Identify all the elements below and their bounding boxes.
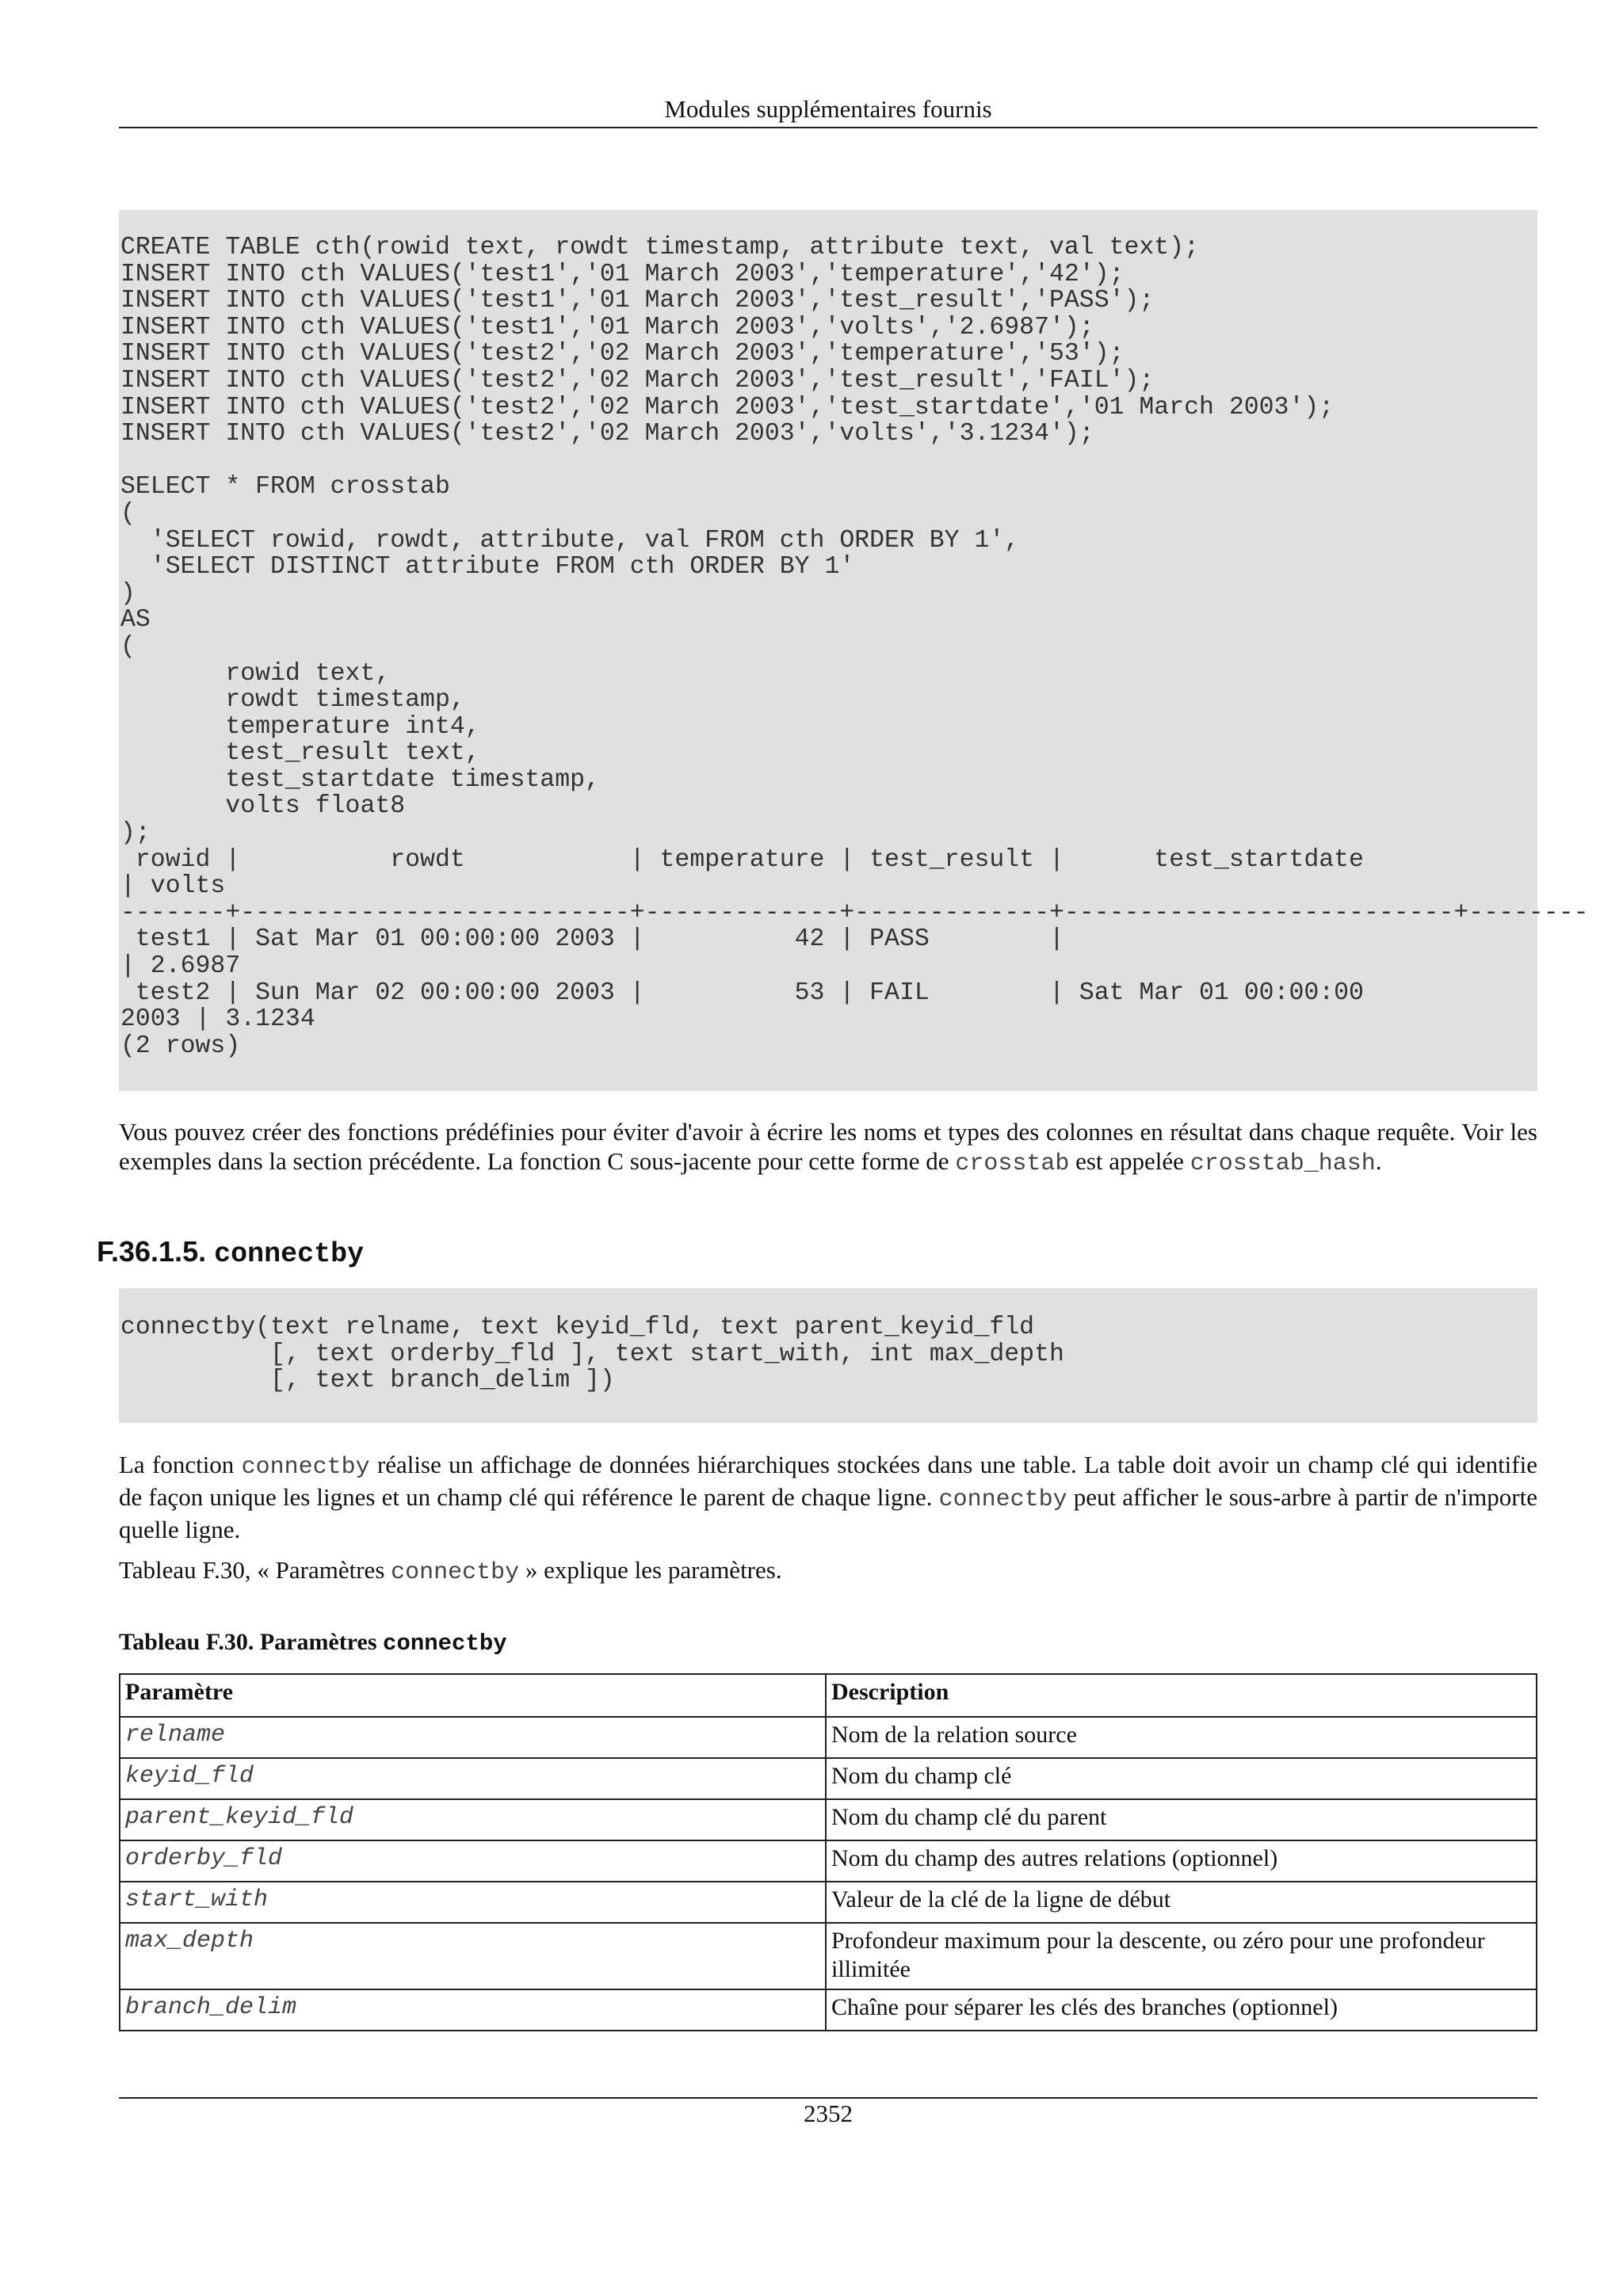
paragraph-text: .	[1375, 1147, 1382, 1175]
section-heading	[97, 1234, 364, 1272]
parameter-name: relname	[120, 1717, 826, 1758]
inline-code-connectby: connectby	[938, 1486, 1067, 1513]
signature-text: connectby(text relname, text keyid_fld, text parent_keyid_fld [, text orderby_fld ], text start_with, int max_depth [, text branch_delim ])	[120, 1314, 1064, 1395]
inline-code-connectby[interactable]: connectby	[391, 1559, 520, 1586]
table-row	[120, 1882, 1537, 1923]
table-row	[120, 1989, 1537, 2031]
parameter-description: Nom du champ des autres relations (optionnel)	[826, 1840, 1537, 1882]
table-caption-code: connectby	[383, 1630, 507, 1657]
running-header: Modules supplémentaires fournis	[664, 95, 992, 123]
parameter-description: Profondeur maximum pour la descente, ou zéro pour une profondeur illimitée	[826, 1923, 1537, 1989]
table-caption	[119, 1627, 507, 1660]
paragraph-text: réalise un affichage de données hiérarchiques stockées dans une table. La table doit avoir un champ clé qui identifie de façon unique les lignes et un champ clé qui référence le parent de chaque ligne.	[119, 1451, 1537, 1511]
section-name: connectby	[214, 1238, 365, 1270]
parameter-description: Nom du champ clé du parent	[826, 1799, 1537, 1840]
table-caption-text: Tableau F.30. Paramètres	[119, 1629, 384, 1655]
connectby-signature	[119, 1288, 1537, 1423]
parameters-table	[119, 1673, 1537, 2031]
column-header-parameter: Paramètre	[120, 1674, 826, 1717]
page-number: 2352	[804, 2100, 853, 2127]
section-number: F.36.1.5.	[97, 1235, 207, 1268]
table-header-row	[120, 1674, 1537, 1717]
parameter-name: start_with	[120, 1882, 826, 1923]
parameter-description: Valeur de la clé de la ligne de début	[826, 1882, 1537, 1923]
paragraph-table-reference	[119, 1555, 1537, 1588]
parameter-name: branch_delim	[120, 1989, 826, 2031]
paragraph-text: est appelée	[1069, 1147, 1190, 1175]
table-row	[120, 1717, 1537, 1758]
crosstab-code-example	[119, 210, 1589, 1091]
paragraph-text: peut afficher le sous-arbre à partir de n'importe quelle ligne.	[119, 1483, 1537, 1543]
parameter-description: Nom de la relation source	[826, 1717, 1537, 1758]
paragraph-text: Vous pouvez créer des fonctions prédéfinies pour éviter d'avoir à écrire les noms et types des colonnes en résultat dans chaque requête. Voir les exemples dans la section précédente. La fonction C sous-jacente pour cette forme de	[119, 1118, 1537, 1175]
header-divider	[119, 127, 1537, 128]
inline-code-connectby: connectby	[241, 1454, 370, 1481]
table-reference-link[interactable]: Tableau F.30, « Paramètres	[119, 1556, 391, 1584]
paragraph-text: La fonction	[119, 1451, 242, 1478]
document-page	[97, 0, 1589, 2296]
parameter-name: parent_keyid_fld	[120, 1799, 826, 1840]
parameter-description: Nom du champ clé	[826, 1758, 1537, 1799]
inline-code-crosstab: crosstab	[955, 1150, 1070, 1177]
table-row	[120, 1840, 1537, 1882]
parameter-name: orderby_fld	[120, 1840, 826, 1882]
table-row	[120, 1758, 1537, 1799]
column-header-description: Description	[826, 1674, 1537, 1717]
paragraph-text: » explique les paramètres.	[519, 1556, 782, 1584]
parameter-description: Chaîne pour séparer les clés des branches (optionnel)	[826, 1989, 1537, 2031]
paragraph-crosstab-hash	[119, 1117, 1537, 1179]
table-row	[120, 1923, 1537, 1989]
code-example-text: CREATE TABLE cth(rowid text, rowdt timestamp, attribute text, val text); INSERT INTO cth VALUES('test1','01 March 2003','temperature','42'); INSERT INTO cth VALUES('test1','01 March 2003','test_result','PASS'); INSERT INTO cth VALUES('test1','01 March 2003','volts','2.6987'); INSERT INTO cth VALUES('test2','02 March 2003','temperature','53'); INSERT INTO cth VALUES('test2','02 March 2003','test_result','FAIL'); INSERT INTO cth VALUES('test2','02 March 2003','test_startdate','01 March 2003'); INSERT INTO cth VALUES('test2','02 March 2003','volts','3.1234'); SELECT * FROM crosstab ( 'SELECT rowid, rowdt, attribute, val FROM cth ORDER BY 1', 'SELECT DISTINCT attribute FROM cth ORDER BY 1' ) AS ( rowid text, rowdt timestamp, temperature int4, test_result text, test_startdate timestamp, volts float8 ); rowid | rowdt | temperature | test_result | test_startdate | volts -------+--------------------------+-------------+-------------+--------------------------+-------- test1 | Sat Mar 01 00:00:00 2003 | 42 | PASS | | 2.6987 test2 | Sun Mar 02 00:00:00 2003 | 53 | FAIL | Sat Mar 01 00:00:00 2003 | 3.1234 (2 rows)	[120, 234, 1589, 1060]
parameter-name: max_depth	[120, 1923, 826, 1989]
parameter-name: keyid_fld	[120, 1758, 826, 1799]
paragraph-connectby-description	[119, 1450, 1537, 1544]
inline-code-crosstab-hash: crosstab_hash	[1190, 1150, 1376, 1177]
table-row	[120, 1799, 1537, 1840]
